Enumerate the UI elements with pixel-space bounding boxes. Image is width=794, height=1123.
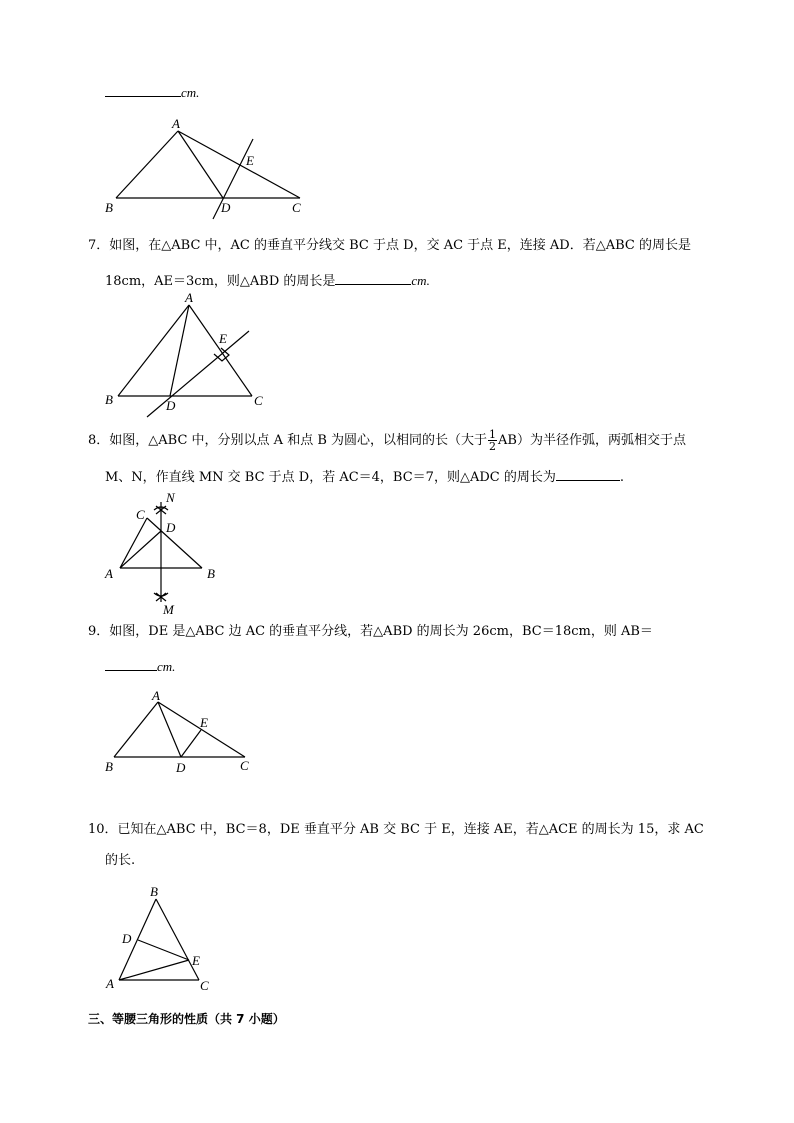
q8-text-line2: M、N，作直线 MN 交 BC 于点 D，若 AC＝4，BC＝7，则△ADC 的周长为 xyxy=(105,470,556,485)
q7-unit: cm. xyxy=(411,273,430,288)
q8-fraction-numerator: 1 xyxy=(489,428,497,441)
q7-text-line2: 18cm，AE＝3cm，则△ABD 的周长是 xyxy=(105,274,336,289)
fig6-label-c: C xyxy=(292,200,301,215)
fig8-label-a: A xyxy=(105,566,113,581)
fig10-label-c: C xyxy=(200,978,209,993)
fig10-label-b: B xyxy=(150,884,158,899)
fig8-label-c: C xyxy=(136,507,145,522)
q7-text-line1: 如图，在△ABC 中，AC 的垂直平分线交 BC 于点 D，交 AC 于点 E，连接 AD．若△ABC 的周长是 xyxy=(109,238,691,253)
q9-unit: cm. xyxy=(157,659,176,674)
fig8-label-n: N xyxy=(166,490,175,505)
fig9-label-e: E xyxy=(200,715,208,730)
q8-fraction-denominator: 2 xyxy=(489,440,497,453)
fig8-label-d: D xyxy=(166,520,176,535)
fig8-label-m: M xyxy=(163,602,174,617)
fig10-label-a: A xyxy=(106,976,114,991)
q10-text-line1: 已知在△ABC 中，BC＝8，DE 垂直平分 AB 交 BC 于 E，连接 AE，若△ACE 的周长为 15，求 AC xyxy=(117,822,704,837)
fig7-label-a: A xyxy=(185,290,193,305)
q7-number: 7． xyxy=(88,238,110,253)
section-3-title: 三、等腰三角形的性质（共 7 小题） xyxy=(88,1012,285,1026)
q8-text-line1-post: AB）为半径作弧，两弧相交于点 xyxy=(498,433,686,448)
fig9-label-c: C xyxy=(240,758,249,773)
fig9-label-a: A xyxy=(152,688,160,703)
fig6-label-b: B xyxy=(105,200,113,215)
fig7-label-d: D xyxy=(166,398,176,413)
fig7-label-c: C xyxy=(254,393,263,408)
fig7-label-b: B xyxy=(105,392,113,407)
fig9-label-d: D xyxy=(176,760,186,775)
q9-text-line1: 如图，DE 是△ABC 边 AC 的垂直平分线，若△ABD 的周长为 26cm，BC＝18cm，则 AB＝ xyxy=(109,624,653,639)
fig6-label-e: E xyxy=(246,153,254,168)
fig6-label-a: A xyxy=(172,116,180,131)
q6-unit: cm. xyxy=(181,85,200,100)
q8-line-end: . xyxy=(619,470,624,485)
fig10-label-e: E xyxy=(192,953,200,968)
fig7-label-e: E xyxy=(219,331,227,346)
q10-number: 10． xyxy=(88,822,118,837)
fig10-label-d: D xyxy=(122,931,132,946)
section-3-heading xyxy=(88,1009,285,1029)
q10-text-line2: 的长. xyxy=(105,853,136,868)
q8-number: 8． xyxy=(88,433,110,448)
q9-number: 9． xyxy=(88,624,110,639)
fig9-label-b: B xyxy=(105,759,113,774)
q8-text-line1-pre: 如图，△ABC 中，分别以点 A 和点 B 为圆心，以相同的长（大于 xyxy=(109,433,488,448)
fig8-label-b: B xyxy=(207,566,215,581)
fig6-label-d: D xyxy=(221,200,231,215)
